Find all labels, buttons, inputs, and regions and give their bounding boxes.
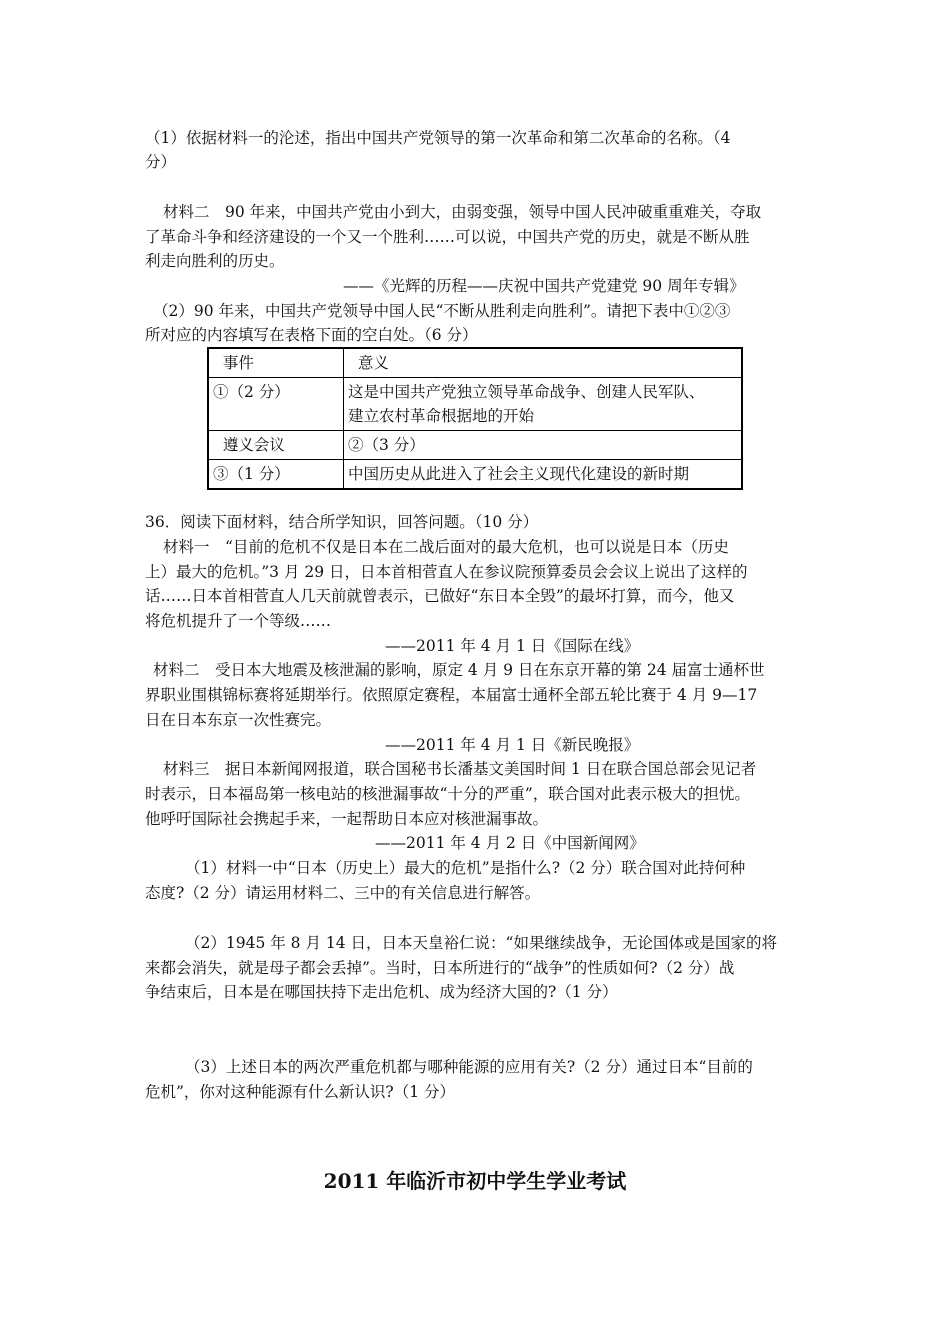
q36-m3-line1: 材料三 据日本新闻网报道，联合国秘书长潘基文美国时间 1 日在联合国总部会见记者	[163, 760, 757, 778]
q36-sq1-line2: 态度?（2 分）请运用材料二、三中的有关信息进行解答。	[145, 884, 541, 902]
events-table	[207, 347, 743, 490]
table-header-row	[208, 348, 742, 378]
q1-line1: （1）依据材料一的沦述，指出中国共产党领导的第一次革命和第二次革命的名称。（4	[145, 129, 731, 147]
q36-m2-line2: 界职业围棋锦标赛将延期举行。依照原定赛程，本届富士通杯全部五轮比赛于 4 月 9—17	[145, 686, 758, 704]
q36-sq2-line1: （2）1945 年 8 月 14 日，日本天皇裕仁说：“如果继续战争，无论国体或是国家的将	[185, 934, 777, 952]
table-row	[208, 431, 742, 460]
q2-line2: 所对应的内容填写在表格下面的空白处。（6 分）	[145, 326, 478, 344]
q36-m3-source: ——2011 年 4 月 2 日《中国新闻网》	[375, 834, 645, 852]
footer-title: 2011 年临沂市初中学生学业考试	[323, 1169, 627, 1193]
q36-m3-line3: 他呼吁国际社会携起手来，一起帮助日本应对核泄漏事故。	[145, 810, 549, 828]
q36-m1-line1: 材料一 “目前的危机不仅是日本在二战后面对的最大危机，也可以说是日本（历史	[163, 538, 729, 556]
q36-m2-line3: 日在日本东京一次性赛完。	[145, 711, 332, 729]
table-cell-event-1: ①（2 分）	[208, 378, 344, 431]
table-header-event: 事件	[208, 348, 344, 378]
q36-sq3-line1: （3）上述日本的两次严重危机都与哪种能源的应用有关?（2 分）通过日本“目前的	[185, 1058, 753, 1076]
table-row	[208, 460, 742, 490]
material2-line3: 利走向胜利的历史。	[145, 252, 285, 270]
material2-line1: 材料二 90 年来，中国共产党由小到大，由弱变强，领导中国人民冲破重重难关，夺取	[163, 203, 762, 221]
q36-sq2-line2: 来都会消失，就是母子都会丢掉”。当时，日本所进行的“战争”的性质如何?（2 分）战	[145, 959, 735, 977]
q36-sq1-line1: （1）材料一中“日本（历史上）最大的危机”是指什么?（2 分）联合国对此持何种	[185, 859, 746, 877]
table-row	[208, 378, 742, 431]
material2-source: ——《光辉的历程——庆祝中国共产党建党 90 周年专辑》	[343, 277, 745, 295]
q36-sq2-line3: 争结束后，日本是在哪国扶持下走出危机、成为经济大国的?（1 分）	[145, 983, 618, 1001]
q36-m1-source: ——2011 年 4 月 1 日《国际在线》	[385, 637, 640, 655]
q36-m1-line3: 话……日本首相菅直人几天前就曾表示，已做好“东日本全毁”的最坏打算，而今，他又	[145, 587, 735, 605]
q36-sq3-line2: 危机”，你对这种能源有什么新认识?（1 分）	[145, 1083, 456, 1101]
q36-m1-line4: 将危机提升了一个等级……	[145, 612, 332, 630]
table-cell-meaning-2: ②（3 分）	[344, 431, 743, 460]
q36-m2-line1: 材料二 受日本大地震及核泄漏的影响，原定 4 月 9 日在东京开幕的第 24 届富士通杯世	[153, 661, 765, 679]
table-cell-meaning-1: 这是中国共产党独立领导革命战争、创建人民军队、 建立农村革命根据地的开始	[344, 378, 743, 431]
q36-m2-source: ——2011 年 4 月 1 日《新民晚报》	[385, 736, 640, 754]
q2-line1: （2）90 年来，中国共产党领导中国人民“不断从胜利走向胜利”。请把下表中①②③	[153, 302, 731, 320]
table-cell-event-2: 遵义会议	[208, 431, 344, 460]
material2-line2: 了革命斗争和经济建设的一个又一个胜利……可以说，中国共产党的历史，就是不断从胜	[145, 228, 750, 246]
q36-m3-line2: 时表示，日本福岛第一核电站的核泄漏事故“十分的严重”，联合国对此表示极大的担忧。	[145, 785, 750, 803]
q36-heading: 36．阅读下面材料，结合所学知识，回答问题。（10 分）	[145, 513, 539, 531]
q1-line2: 分）	[145, 153, 177, 171]
table-header-meaning: 意义	[344, 348, 743, 378]
table-cell-event-3: ③（1 分）	[208, 460, 344, 490]
table-cell-meaning-3: 中国历史从此进入了社会主义现代化建设的新时期	[344, 460, 743, 490]
q36-m1-line2: 上）最大的危机。”3 月 29 日，日本首相菅直人在参议院预算委员会会议上说出了这样的	[145, 563, 748, 581]
